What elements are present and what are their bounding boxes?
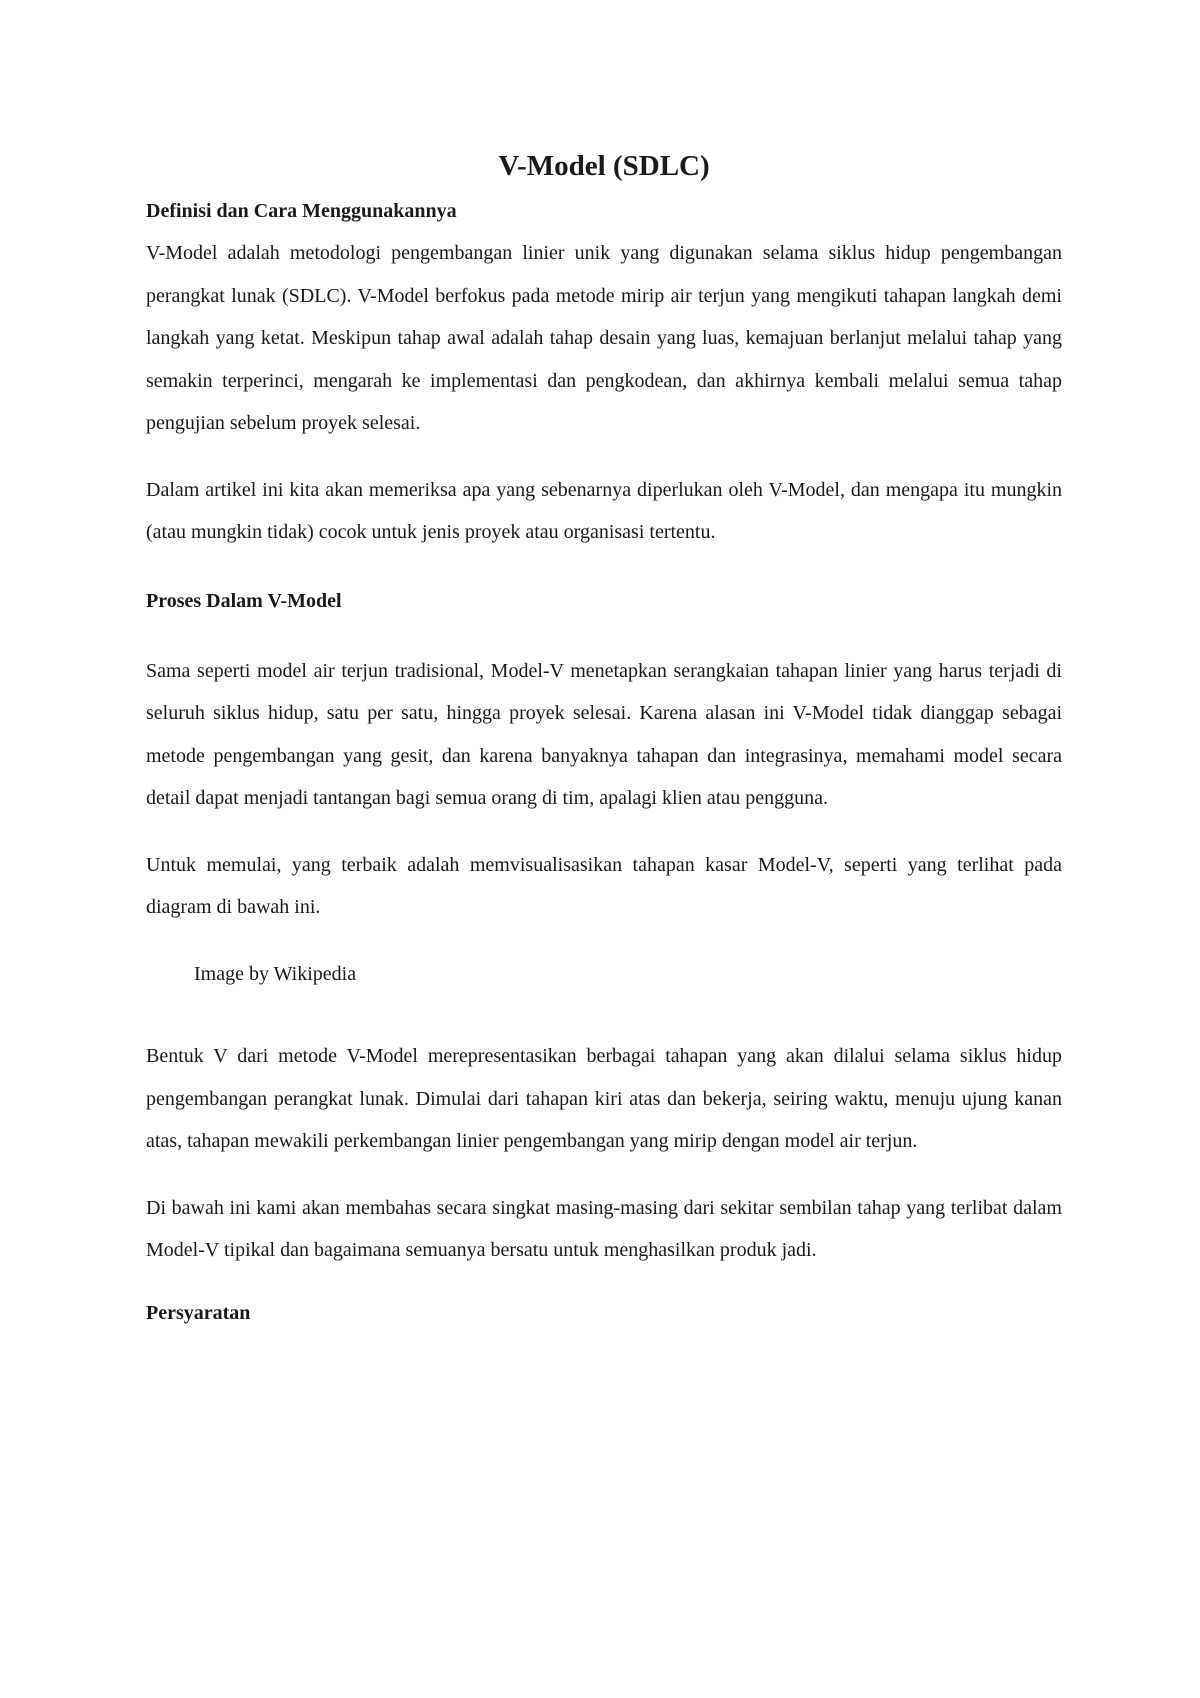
section-heading-definisi: Definisi dan Cara Menggunakannya [146,200,457,222]
section-heading-persyaratan: Persyaratan [146,1301,251,1324]
document-title: V-Model (SDLC) [498,150,710,182]
paragraph-artikel: Dalam artikel ini kita akan memeriksa apa yang sebenarnya diperlukan oleh V-Model, dan mengapa itu mungkin (atau mungkin tidak) cocok untuk jenis proyek atau organisasi tertentu. [146,478,1062,543]
paragraph-sembilan-tahap: Di bawah ini kami akan membahas secara singkat masing-masing dari sekitar sembilan tahap yang terlibat dalam Model-V tipikal dan bagaimana semuanya bersatu untuk menghasilkan produk jadi. [146,1196,1062,1261]
paragraph-definisi: V-Model adalah metodologi pengembangan linier unik yang digunakan selama siklus hidup pengembangan perangkat lunak (SDLC). V-Model berfokus pada metode mirip air terjun yang mengikuti tahapan langkah demi langkah yang ketat. Meskipun tahap awal adalah tahap desain yang luas, kemajuan berlanjut melalui tahap yang semakin terperinci, mengarah ke implementasi dan pengkodean, dan akhirnya kembali melalui semua tahap pengujian sebelum proyek selesai. [146,242,1062,434]
paragraph-proses: Sama seperti model air terjun tradisional, Model-V menetapkan serangkaian tahapan linier yang harus terjadi di seluruh siklus hidup, satu per satu, hingga proyek selesai. Karena alasan ini V-Model tidak dianggap sebagai metode pengembangan yang gesit, dan karena banyaknya tahapan dan integrasinya, memahami model secara detail dapat menjadi tantangan bagi semua orang di tim, apalagi klien atau pengguna. [146,659,1062,809]
paragraph-bentuk-v: Bentuk V dari metode V-Model merepresentasikan berbagai tahapan yang akan dilalui selama siklus hidup pengembangan perangkat lunak. Dimulai dari tahapan kiri atas dan bekerja, seiring waktu, menuju ujung kanan atas, tahapan mewakili perkembangan linier pengembangan yang mirip dengan model air terjun. [146,1045,1062,1152]
image-caption: Image by Wikipedia [194,962,357,985]
paragraph-memulai: Untuk memulai, yang terbaik adalah memvisualisasikan tahapan kasar Model-V, seperti yang terlihat pada diagram di bawah ini. [146,853,1062,918]
document-page [146,148,1062,1326]
section-heading-proses: Proses Dalam V-Model [146,589,342,612]
